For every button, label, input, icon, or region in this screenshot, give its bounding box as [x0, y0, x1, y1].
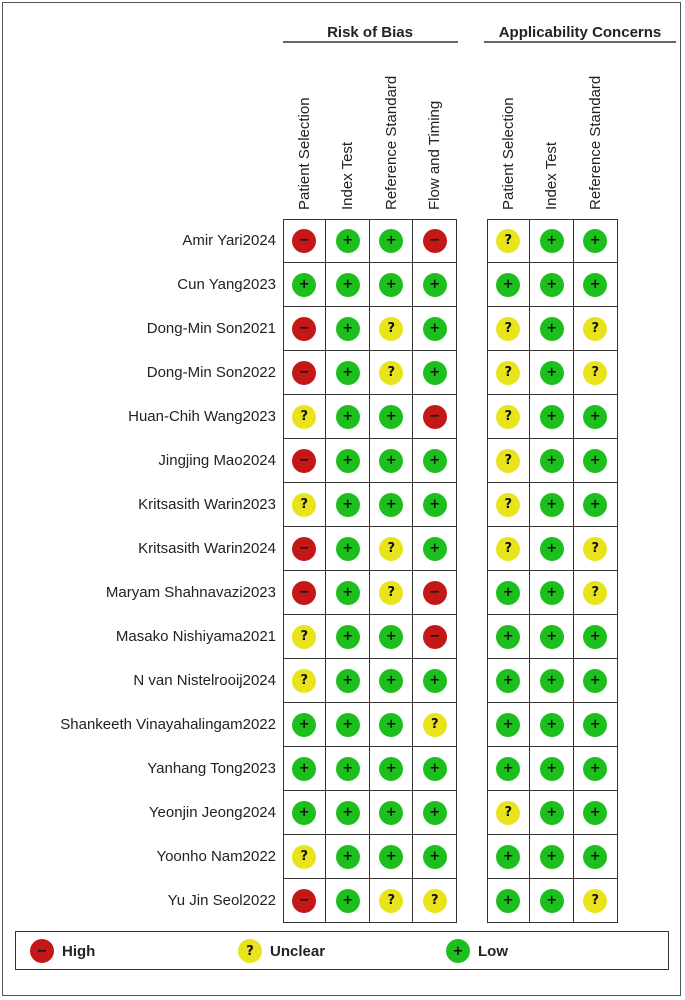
table-cell	[283, 263, 327, 307]
judgement-low-icon: +	[336, 493, 360, 517]
judgement-low-icon: +	[496, 581, 520, 605]
study-label: Yeonjin Jeong2024	[148, 804, 276, 821]
judgement-low-icon: +	[540, 537, 564, 561]
judgement-low-icon: +	[583, 757, 607, 781]
judgement-low-icon: +	[583, 669, 607, 693]
table-cell	[530, 219, 574, 263]
study-label: Yanhang Tong2023	[147, 760, 276, 777]
judgement-low-icon: +	[583, 273, 607, 297]
judgement-low-icon: +	[540, 273, 564, 297]
judgement-low-icon: +	[540, 317, 564, 341]
judgement-unclear-icon: ?	[496, 229, 520, 253]
judgement-low-icon: +	[540, 757, 564, 781]
judgement-low-icon: +	[540, 845, 564, 869]
table-cell	[574, 571, 618, 615]
study-label: Maryam Shahnavazi2023	[105, 584, 276, 601]
table-cell	[283, 703, 327, 747]
table-cell	[413, 483, 457, 527]
judgement-low-icon: +	[540, 449, 564, 473]
judgement-unclear-icon: ?	[292, 669, 316, 693]
judgement-low-icon: +	[292, 757, 316, 781]
judgement-low-icon: +	[583, 493, 607, 517]
table-cell	[370, 395, 414, 439]
risk-of-bias-grid	[283, 219, 457, 923]
table-cell	[283, 219, 327, 263]
table-cell	[370, 791, 414, 835]
judgement-low-icon: +	[540, 361, 564, 385]
table-cell	[530, 571, 574, 615]
table-cell	[574, 615, 618, 659]
judgement-low-icon: +	[423, 317, 447, 341]
table-cell	[413, 263, 457, 307]
judgement-low-icon: +	[292, 273, 316, 297]
judgement-unclear-icon: ?	[292, 625, 316, 649]
judgement-unclear-icon: ?	[583, 581, 607, 605]
table-cell	[574, 351, 618, 395]
judgement-low-icon: +	[540, 713, 564, 737]
table-cell	[574, 395, 618, 439]
judgement-low-icon: +	[496, 889, 520, 913]
judgement-unclear-icon: ?	[583, 317, 607, 341]
judgement-high-icon: −	[423, 625, 447, 649]
table-cell	[283, 747, 327, 791]
judgement-high-icon: −	[292, 889, 316, 913]
table-cell	[413, 659, 457, 703]
table-cell	[326, 791, 370, 835]
judgement-unclear-icon: ?	[379, 361, 403, 385]
table-cell	[370, 703, 414, 747]
table-cell	[326, 307, 370, 351]
table-cell	[413, 615, 457, 659]
judgement-low-icon: +	[292, 801, 316, 825]
table-cell	[326, 219, 370, 263]
judgement-low-icon: +	[379, 713, 403, 737]
judgement-low-icon: +	[496, 713, 520, 737]
table-cell	[283, 659, 327, 703]
judgement-low-icon: +	[496, 625, 520, 649]
judgement-low-icon: +	[336, 801, 360, 825]
judgement-low-icon: +	[423, 537, 447, 561]
table-cell	[326, 615, 370, 659]
judgement-low-icon: +	[379, 625, 403, 649]
judgement-low-icon: +	[540, 889, 564, 913]
legend-low-icon: +	[446, 939, 470, 963]
table-cell	[574, 835, 618, 879]
table-cell	[370, 615, 414, 659]
table-cell	[370, 747, 414, 791]
table-cell	[413, 395, 457, 439]
judgement-low-icon: +	[379, 757, 403, 781]
table-cell	[487, 835, 531, 879]
table-cell	[326, 747, 370, 791]
table-cell	[487, 879, 531, 923]
judgement-low-icon: +	[496, 273, 520, 297]
judgement-low-icon: +	[583, 801, 607, 825]
judgement-low-icon: +	[379, 493, 403, 517]
study-label: Dong-Min Son2021	[146, 320, 276, 337]
study-label: Dong-Min Son2022	[146, 364, 276, 381]
table-cell	[326, 263, 370, 307]
judgement-low-icon: +	[423, 757, 447, 781]
table-cell	[574, 307, 618, 351]
table-cell	[326, 527, 370, 571]
table-cell	[487, 439, 531, 483]
judgement-high-icon: −	[292, 317, 316, 341]
legend-label: Low	[478, 942, 508, 960]
judgement-low-icon: +	[583, 713, 607, 737]
judgement-high-icon: −	[292, 581, 316, 605]
table-cell	[413, 703, 457, 747]
table-cell	[370, 659, 414, 703]
judgement-low-icon: +	[423, 801, 447, 825]
judgement-high-icon: −	[423, 581, 447, 605]
judgement-low-icon: +	[379, 449, 403, 473]
table-cell	[487, 483, 531, 527]
table-cell	[326, 571, 370, 615]
table-cell	[370, 483, 414, 527]
legend-high-icon: −	[30, 939, 54, 963]
judgement-unclear-icon: ?	[496, 493, 520, 517]
legend	[15, 931, 669, 970]
table-cell	[487, 615, 531, 659]
table-cell	[487, 659, 531, 703]
table-cell	[487, 263, 531, 307]
judgement-unclear-icon: ?	[583, 537, 607, 561]
table-cell	[283, 615, 327, 659]
judgement-low-icon: +	[423, 493, 447, 517]
judgement-high-icon: −	[292, 361, 316, 385]
legend-item-low	[446, 939, 508, 963]
table-cell	[487, 791, 531, 835]
judgement-low-icon: +	[336, 361, 360, 385]
judgement-low-icon: +	[336, 757, 360, 781]
legend-item-high	[30, 939, 95, 963]
judgement-high-icon: −	[423, 229, 447, 253]
legend-item-unclear	[238, 939, 325, 963]
judgement-unclear-icon: ?	[496, 537, 520, 561]
column-header-applicability-concerns-reference-standard: Reference Standard	[586, 75, 604, 210]
table-cell	[283, 571, 327, 615]
judgement-low-icon: +	[540, 625, 564, 649]
judgement-low-icon: +	[336, 317, 360, 341]
judgement-high-icon: −	[292, 449, 316, 473]
table-cell	[413, 351, 457, 395]
table-cell	[283, 395, 327, 439]
judgement-low-icon: +	[423, 669, 447, 693]
table-cell	[283, 527, 327, 571]
judgement-unclear-icon: ?	[496, 801, 520, 825]
judgement-low-icon: +	[336, 273, 360, 297]
judgement-unclear-icon: ?	[292, 845, 316, 869]
study-label: N van Nistelrooij2024	[133, 672, 276, 689]
judgement-low-icon: +	[379, 405, 403, 429]
table-cell	[530, 439, 574, 483]
judgement-low-icon: +	[496, 757, 520, 781]
judgement-unclear-icon: ?	[496, 449, 520, 473]
table-cell	[487, 307, 531, 351]
table-cell	[574, 747, 618, 791]
study-label: Masako Nishiyama2021	[115, 628, 276, 645]
table-cell	[530, 395, 574, 439]
judgement-low-icon: +	[336, 449, 360, 473]
table-cell	[530, 307, 574, 351]
table-cell	[283, 791, 327, 835]
table-cell	[413, 791, 457, 835]
table-cell	[326, 483, 370, 527]
table-cell	[370, 351, 414, 395]
judgement-high-icon: −	[292, 537, 316, 561]
table-cell	[283, 351, 327, 395]
table-cell	[530, 747, 574, 791]
judgement-low-icon: +	[379, 669, 403, 693]
judgement-unclear-icon: ?	[379, 537, 403, 561]
table-cell	[326, 351, 370, 395]
judgement-unclear-icon: ?	[583, 889, 607, 913]
judgement-low-icon: +	[336, 229, 360, 253]
table-cell	[413, 747, 457, 791]
judgement-low-icon: +	[540, 669, 564, 693]
judgement-unclear-icon: ?	[496, 317, 520, 341]
study-label: Yu Jin Seol2022	[167, 892, 276, 909]
table-cell	[574, 439, 618, 483]
table-cell	[487, 351, 531, 395]
judgement-low-icon: +	[540, 493, 564, 517]
applicability-grid	[487, 219, 618, 923]
judgement-low-icon: +	[336, 581, 360, 605]
judgement-unclear-icon: ?	[292, 405, 316, 429]
study-label: Yoonho Nam2022	[156, 848, 276, 865]
group-title-risk-of-bias: Risk of Bias	[327, 24, 413, 41]
table-cell	[487, 747, 531, 791]
judgement-unclear-icon: ?	[496, 361, 520, 385]
table-cell	[487, 395, 531, 439]
study-label: Huan-Chih Wang2023	[128, 408, 276, 425]
table-cell	[326, 879, 370, 923]
judgement-low-icon: +	[379, 229, 403, 253]
judgement-low-icon: +	[336, 889, 360, 913]
table-cell	[283, 483, 327, 527]
table-cell	[574, 527, 618, 571]
judgement-low-icon: +	[583, 449, 607, 473]
table-cell	[530, 483, 574, 527]
judgement-unclear-icon: ?	[379, 889, 403, 913]
table-cell	[574, 263, 618, 307]
table-cell	[530, 703, 574, 747]
judgement-low-icon: +	[583, 845, 607, 869]
table-cell	[574, 703, 618, 747]
judgement-low-icon: +	[540, 801, 564, 825]
table-cell	[413, 835, 457, 879]
judgement-unclear-icon: ?	[379, 317, 403, 341]
study-label: Kritsasith Warin2023	[138, 496, 276, 513]
judgement-unclear-icon: ?	[496, 405, 520, 429]
judgement-unclear-icon: ?	[292, 493, 316, 517]
column-header-risk-of-bias-flow-and-timing: Flow and Timing	[426, 100, 444, 210]
table-cell	[370, 879, 414, 923]
table-cell	[530, 791, 574, 835]
judgement-low-icon: +	[336, 845, 360, 869]
table-cell	[530, 659, 574, 703]
judgement-low-icon: +	[379, 801, 403, 825]
table-cell	[413, 879, 457, 923]
judgement-low-icon: +	[423, 449, 447, 473]
study-label: Amir Yari2024	[182, 232, 276, 249]
table-cell	[487, 219, 531, 263]
judgement-low-icon: +	[496, 845, 520, 869]
table-cell	[370, 263, 414, 307]
table-cell	[413, 219, 457, 263]
table-cell	[487, 571, 531, 615]
table-cell	[370, 439, 414, 483]
judgement-high-icon: −	[292, 229, 316, 253]
judgement-low-icon: +	[423, 273, 447, 297]
table-cell	[574, 791, 618, 835]
table-cell	[326, 703, 370, 747]
table-cell	[530, 527, 574, 571]
judgement-unclear-icon: ?	[379, 581, 403, 605]
table-cell	[574, 219, 618, 263]
table-cell	[283, 879, 327, 923]
legend-unclear-icon: ?	[238, 939, 262, 963]
judgement-low-icon: +	[379, 845, 403, 869]
judgement-unclear-icon: ?	[423, 889, 447, 913]
table-cell	[530, 263, 574, 307]
table-cell	[326, 835, 370, 879]
table-cell	[530, 835, 574, 879]
table-cell	[413, 439, 457, 483]
table-cell	[413, 571, 457, 615]
judgement-low-icon: +	[423, 361, 447, 385]
table-cell	[326, 439, 370, 483]
judgement-low-icon: +	[540, 405, 564, 429]
judgement-low-icon: +	[583, 229, 607, 253]
judgement-low-icon: +	[583, 625, 607, 649]
column-header-risk-of-bias-patient-selection: Patient Selection	[295, 97, 313, 210]
table-cell	[487, 703, 531, 747]
judgement-low-icon: +	[423, 845, 447, 869]
judgement-unclear-icon: ?	[423, 713, 447, 737]
table-cell	[413, 307, 457, 351]
table-cell	[370, 835, 414, 879]
table-cell	[530, 879, 574, 923]
table-cell	[370, 307, 414, 351]
study-label: Kritsasith Warin2024	[138, 540, 276, 557]
legend-label: High	[62, 942, 96, 960]
table-cell	[370, 571, 414, 615]
judgement-high-icon: −	[423, 405, 447, 429]
table-cell	[530, 351, 574, 395]
table-cell	[370, 219, 414, 263]
column-header-risk-of-bias-reference-standard: Reference Standard	[382, 75, 400, 210]
table-cell	[283, 835, 327, 879]
table-cell	[326, 659, 370, 703]
judgement-low-icon: +	[336, 669, 360, 693]
table-cell	[413, 527, 457, 571]
table-cell	[574, 879, 618, 923]
judgement-low-icon: +	[336, 537, 360, 561]
study-label: Jingjing Mao2024	[158, 452, 276, 469]
judgement-low-icon: +	[336, 405, 360, 429]
study-label: Shankeeth Vinayahalingam2022	[60, 716, 276, 733]
judgement-low-icon: +	[336, 713, 360, 737]
judgement-low-icon: +	[379, 273, 403, 297]
table-cell	[530, 615, 574, 659]
judgement-low-icon: +	[540, 229, 564, 253]
table-cell	[487, 527, 531, 571]
group-title-applicability-concerns: Applicability Concerns	[498, 24, 662, 41]
column-header-applicability-concerns-patient-selection: Patient Selection	[499, 97, 517, 210]
judgement-low-icon: +	[583, 405, 607, 429]
table-cell	[574, 483, 618, 527]
table-cell	[370, 527, 414, 571]
judgement-unclear-icon: ?	[583, 361, 607, 385]
column-header-risk-of-bias-index-test: Index Test	[339, 141, 357, 210]
table-cell	[326, 395, 370, 439]
judgement-low-icon: +	[292, 713, 316, 737]
column-header-applicability-concerns-index-test: Index Test	[543, 141, 561, 210]
study-label: Cun Yang2023	[177, 276, 276, 293]
table-cell	[283, 307, 327, 351]
judgement-low-icon: +	[540, 581, 564, 605]
judgement-low-icon: +	[496, 669, 520, 693]
table-cell	[283, 439, 327, 483]
table-cell	[574, 659, 618, 703]
legend-label: Unclear	[270, 942, 326, 960]
judgement-low-icon: +	[336, 625, 360, 649]
